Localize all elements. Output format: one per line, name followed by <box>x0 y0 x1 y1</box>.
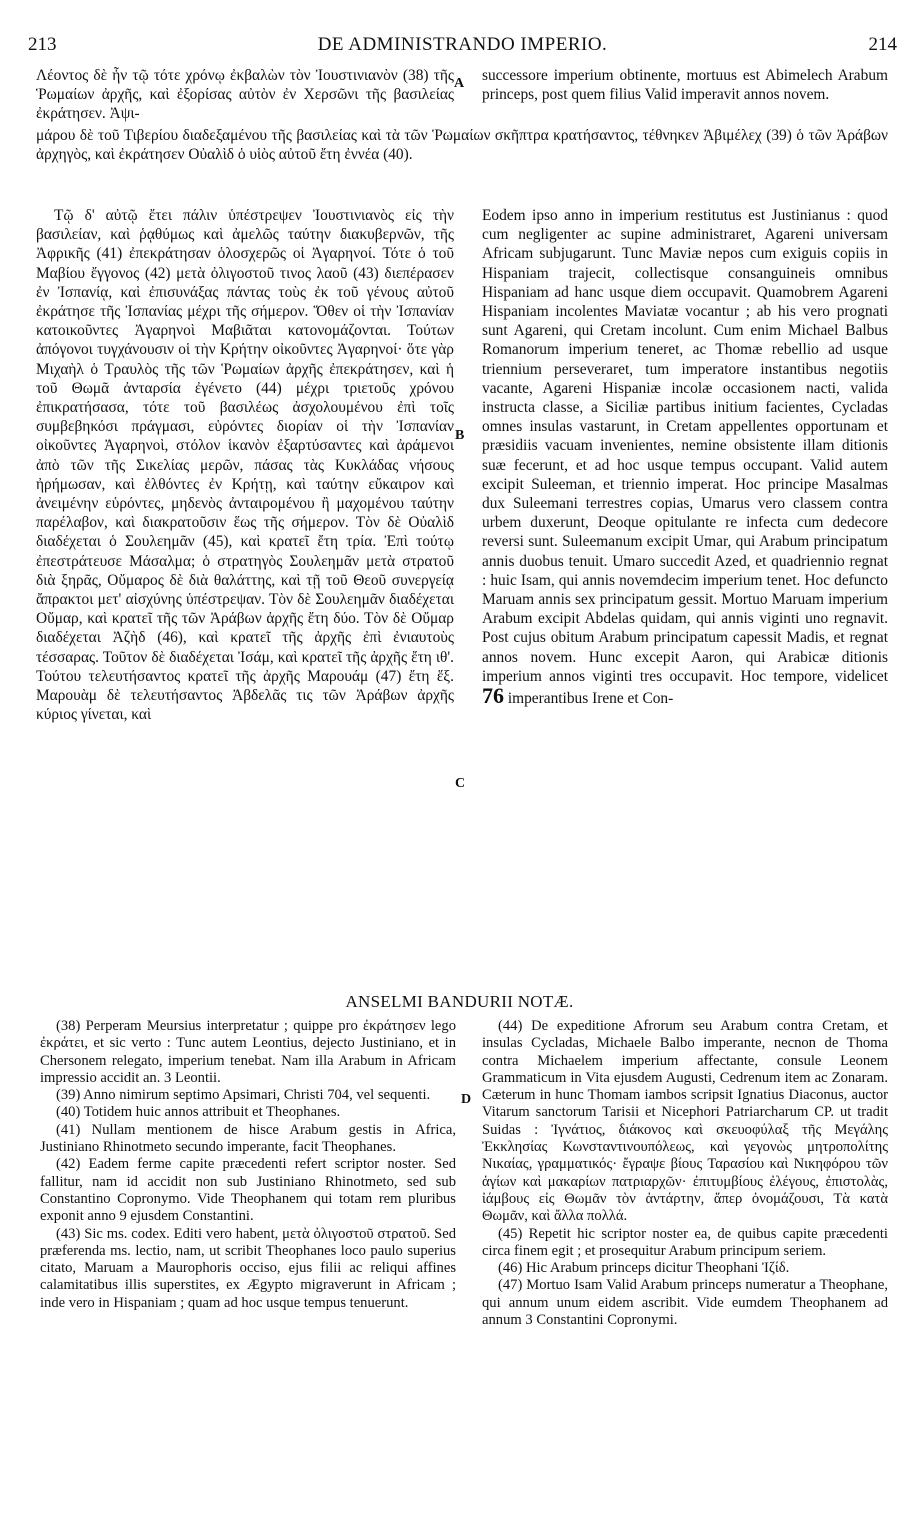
running-title: DE ADMINISTRANDO IMPERIO. <box>317 34 608 55</box>
running-header <box>28 34 897 60</box>
note-item: (43) Sic ms. codex. Editi vero habent, μετὰ ὀλιγοστοῦ στρατοῦ. Sed præferenda ms. lectio, nam, ut scribit Theophanes loco paulo superius citato, Maruam a Maurophoris occiso, ejus filii ac reliqui affines calamitatibus illis superstites, ex Ægypto migraverunt in Africam ; inde vero in Hispaniam ; quam ad hoc usque tempus tenuerunt. <box>40 1225 456 1311</box>
notes-title: ANSELMI BANDURII NOTÆ. <box>345 992 574 1011</box>
greek-text-full-width <box>36 126 888 164</box>
note-item: (41) Nullam mentionem de hisce Arabum gestis in Africa, Justiniano Rhinotmeto secundo imperante, facit Theophanes. <box>40 1121 456 1156</box>
latin-paragraph-text: imperantibus Irene et Con- <box>507 690 674 708</box>
greek-paragraph: μάρου δὲ τοῦ Τιβερίου διαδεξαμένου τῆς βασιλείας καὶ τὰ τῶν Ῥωμαίων σκῆπτρα κρατήσαντος, τέθνηκεν Ἀβιμέλεχ (39) ὁ τῶν Ἀράβων ἀρχηγὸς, καὶ ἐκράτησεν Οὐαλὶδ ὁ υἱὸς αὐτοῦ ἔτη ἐννέα (40). <box>36 127 888 164</box>
margin-marker-b: B <box>455 428 465 443</box>
note-item: (42) Eadem ferme capite præcedenti refert scriptor noster. Sed fallitur, nam id accidit non sub Justiniano Rhinotmeto, sed sub Constantino Copronymo. Vide Theophanem qui totam rem pluribus exponit anno 9 ejusdem Constantini. <box>40 1156 456 1225</box>
note-item: (38) Perperam Meursius interpretatur ; quippe pro ἐκράτησεν lego ἐκράτει, et sic verto : Tunc autem Leontius, dejecto Justiniano, et in Chersonem relegato, imperium tenebat. Nam illa Arabum in Africam impressio accidit an. 3 Leontii. <box>40 1018 456 1086</box>
page-number-left: 213 <box>28 34 57 55</box>
note-item: (47) Mortuo Isam Valid Arabum princeps numeratur a Theophane, qui annum unum eidem ascribit. Vide eumdem Theophanem ad annum 3 Constantini Copronymi. <box>482 1277 888 1329</box>
greek-paragraph: Λέοντος δὲ ἦν τῷ τότε χρόνῳ ἐκβαλὼν τὸν Ἰουστινιανὸν (38) τῆς Ῥωμαίων ἀρχῆς, καὶ ἐξορίσας αὐτὸν ἐν Χερσῶνι τῆς βασιλείας ἐκράτησεν. Ἀψι- <box>36 67 454 123</box>
margin-marker-a: A <box>454 76 465 91</box>
latin-paragraph: successore imperium obtinente, mortuus est Abimelech Arabum princeps, post quem filius Valid imperavit annos novem. <box>482 67 888 104</box>
note-item: (46) Hic Arabum princeps dicitur Theophani Ἰζίδ. <box>498 1260 790 1277</box>
note-item: (39) Anno nimirum septimo Apsimari, Christi 704, vel sequenti. <box>56 1087 431 1104</box>
latin-paragraph-text: Eodem ipso anno in imperium restitutus est Justinianus : quod cum negligenter ac supine administraret, Agareni universam Africam subjugarunt. Tunc Maviæ nepos cum exiguis copiis in Hispaniam trajecit, collectisque consanguineis omnibus Hispaniam ad hanc usque diem occupavit. Quamobrem Agareni Hispaniam incolentes Maviatæ vocantur ; ab his vero prognati sunt Agareni, qui Cretam incolunt. Cum enim Michael Balbus Romanorum imperium teneret, ac Thomæ rebellio ad usque triennium perseveraret, tum imperatore instantibus negotiis vacante, Agareni Hispaniæ incolæ occasionem nacti, valida instructa classe, a Siciliæ partibus initium facientes, Cycladas omnes insulas vastarunt, in Cretam appellentes opportunam et præsidiis vacuam invenientes, nemine obsistente illam ditionis suæ fecerunt, et ad hoc usque tempus occupant. Valid autem excipit Suleeman, et triennio imperat. Hoc principe Masalmas dux Suleemani terrestres copias, Umarus vero classem contra urbem duxerunt, Deoque opitulante re infecta cum dedecore reversi sunt. Suleemanum excipit Umar, qui Arabum principatum annis duobus tenuit. Umaro succedit Azed, et quadriennio regnat : huic Isam, qui annis novemdecim imperium tenet. Hoc defuncto Maruam annis sex principatum gessit. Mortuo Maruam imperium Arabum excipit Abdelas quidam, qui annis viginti uno regnavit. Post cujus obitum Arabum principatum capessit Madis, et regnat annos novem. Hunc excepit Aaron, qui Arabicæ ditionis imperium annos viginti tres occupavit. Hoc tempore, videlicet <box>482 207 888 685</box>
marginal-number: 76 <box>482 683 504 709</box>
margin-marker-d: D <box>461 1092 472 1107</box>
notes-column-right <box>482 1018 888 1329</box>
margin-marker-c: C <box>455 776 466 791</box>
greek-paragraph: Τῷ δ' αὐτῷ ἔτει πάλιν ὑπέστρεψεν Ἰουστινιανὸς εἰς τὴν βασιλείαν, καὶ ῥᾳθύμως καὶ ἀμελῶς ταύτην διακυβερνῶν, τῆς Ἀφρικῆς (41) ἐπεκράτησαν ὁλοσχερῶς οἱ Ἀγαρηνοί. Τότε ὁ τοῦ Μαβίου ἔγγονος (42) μετὰ ὀλιγοστοῦ τινος λαοῦ (43) διεπέρασεν ἐν Ἰσπανίᾳ, καὶ ἐπισυνάξας πάντας τοὺς ἐκ τοῦ γένους αὐτοῦ ἐκράτησε τῆς Ἰσπανίας μέχρι τῆς σήμερον. Ὅθεν οἱ τὴν Ἰσπανίαν κατοικοῦντες Ἀγαρηνοὶ Μαβιᾶται κατονομάζονται. Τούτων ἀπόγονοι τυγχάνουσιν οἱ τὴν Κρήτην οἰκοῦντες Ἀγαρηνοί· ὅτε γὰρ Μιχαὴλ ὁ Τραυλὸς τῆς τῶν Ῥωμαίων ἀρχῆς ἐπεκράτησεν, καὶ ἡ τοῦ Θωμᾶ ἀνταρσία ἐγένετο (44) μέχρι τριετοῦς χρόνου ἐπικρατήσασα, τότε τοῦ βασιλέως ἀσχολουμένου ἐπὶ τοῖς συμβεβηκόσι πράγμασι, εὑρόντες διορίαν οἱ τὴν Ἰσπανίαν οἰκοῦντες Ἀγαρηνοὶ, στόλον ἱκανὸν ἐξαρτύσαντες καὶ ἀράμενοι ἀπὸ τῶν τῆς Σικελίας μερῶν, πάσας τὰς Κυκλάδας νήσους ἠρήμωσαν, καὶ ἐλθόντες ἐν Κρήτῃ, καὶ ταύτην εὔκαιρον καὶ ἀνειμένην εὑρόντες, μηδενὸς ἀνταιρομένου ἢ μαχομένου ταύτην παρέλαβον, καὶ διακρατοῦσιν ἕως τῆς σήμερον. Τὸν δὲ Οὐαλὶδ διαδέχεται ὁ Σουλεημᾶν (45), καὶ κρατεῖ ἔτη τρία. Ἐπὶ τούτῳ ἐπεστράτευσε Μάσαλμα; ὁ στρατηγὸς Σουλεημᾶν μετὰ στρατοῦ διὰ ξηρᾶς, Οὔμαρος δὲ διὰ θαλάττης, καὶ τῇ τοῦ Θεοῦ συνεργείᾳ ἄπρακτοι μετ' αἰσχύνης ὑπέστρεψαν. Τὸν δὲ Σουλεημᾶν διαδέχεται Οὔμαρ, καὶ κρατεῖ τῆς τῶν Ἀράβων ἀρχῆς ἔτη δύο. Τὸν δὲ Οὔμαρ διαδέχεται Ἀζὴδ (46), καὶ κρατεῖ τῆς ἀρχῆς ἐπὶ ἐνιαυτοὺς τέσσαρας. Τοῦτον δὲ διαδέχεται Ἰσάμ, καὶ κρατεῖ τῆς ἀρχῆς ἔτη ιθ'. Τούτου τελευτήσαντος κρατεῖ τῆς ἀρχῆς Μαρουάμ (47) ἔτη ἕξ. Μαρουὰμ δὲ τελευτήσαντος Ἀβδελᾶς τις τῶν Ἀράβων ἀρχῆς κύριος γίνεται, καὶ <box>36 207 454 724</box>
greek-text-top <box>36 66 454 124</box>
note-item: (40) Totidem huic annos attribuit et Theophanes. <box>56 1104 341 1121</box>
page-number-right: 214 <box>868 34 897 55</box>
notes-column-left <box>40 1018 456 1312</box>
greek-text-main <box>36 206 454 724</box>
latin-paragraph <box>482 206 888 708</box>
latin-text-main <box>482 206 888 708</box>
latin-text-top <box>482 66 888 104</box>
note-item: (44) De expeditione Afrorum seu Arabum contra Cretam, et insulas Cycladas, Michaele Balbo imperante, necnon de Thoma contra Michaelem imperium affectante, consule Leonem Grammaticum in Vita ejusdem Augusti, Cedrenum item ac Zonaram. Cæterum in hunc Thomam iambos scripsit Ignatius Diaconus, auctor Vitarum sanctorum Tarisii et Nicephori Patriarcharum CP. ut tradit Suidas : Ἰγνάτιος, διάκονος καὶ σκευοφύλαξ τῆς Μεγάλης Ἐκκλησίας Κωνσταντινουπόλεως, καὶ γεγονὼς μητροπολίτης Νικαίας, γραμματικός· ἔγραψε βίους Ταρασίου καὶ Νικηφόρου τῶν ἁγίων καὶ μακαρίων πατριαρχῶν· ἐπιτυμβίους ἐλέγους, ἐπιστολὰς, ἰάμβους εἰς Θωμᾶν τὸν ἀντάρτην, ἅπερ ὀνομάζουσι, Τὰ κατὰ Θωμᾶν, καὶ ἄλλα πολλά. <box>482 1018 888 1225</box>
note-item: (45) Repetit hic scriptor noster ea, de quibus capite præcedenti circa finem egit ; et prosequitur Arabum principum seriem. <box>482 1225 888 1259</box>
